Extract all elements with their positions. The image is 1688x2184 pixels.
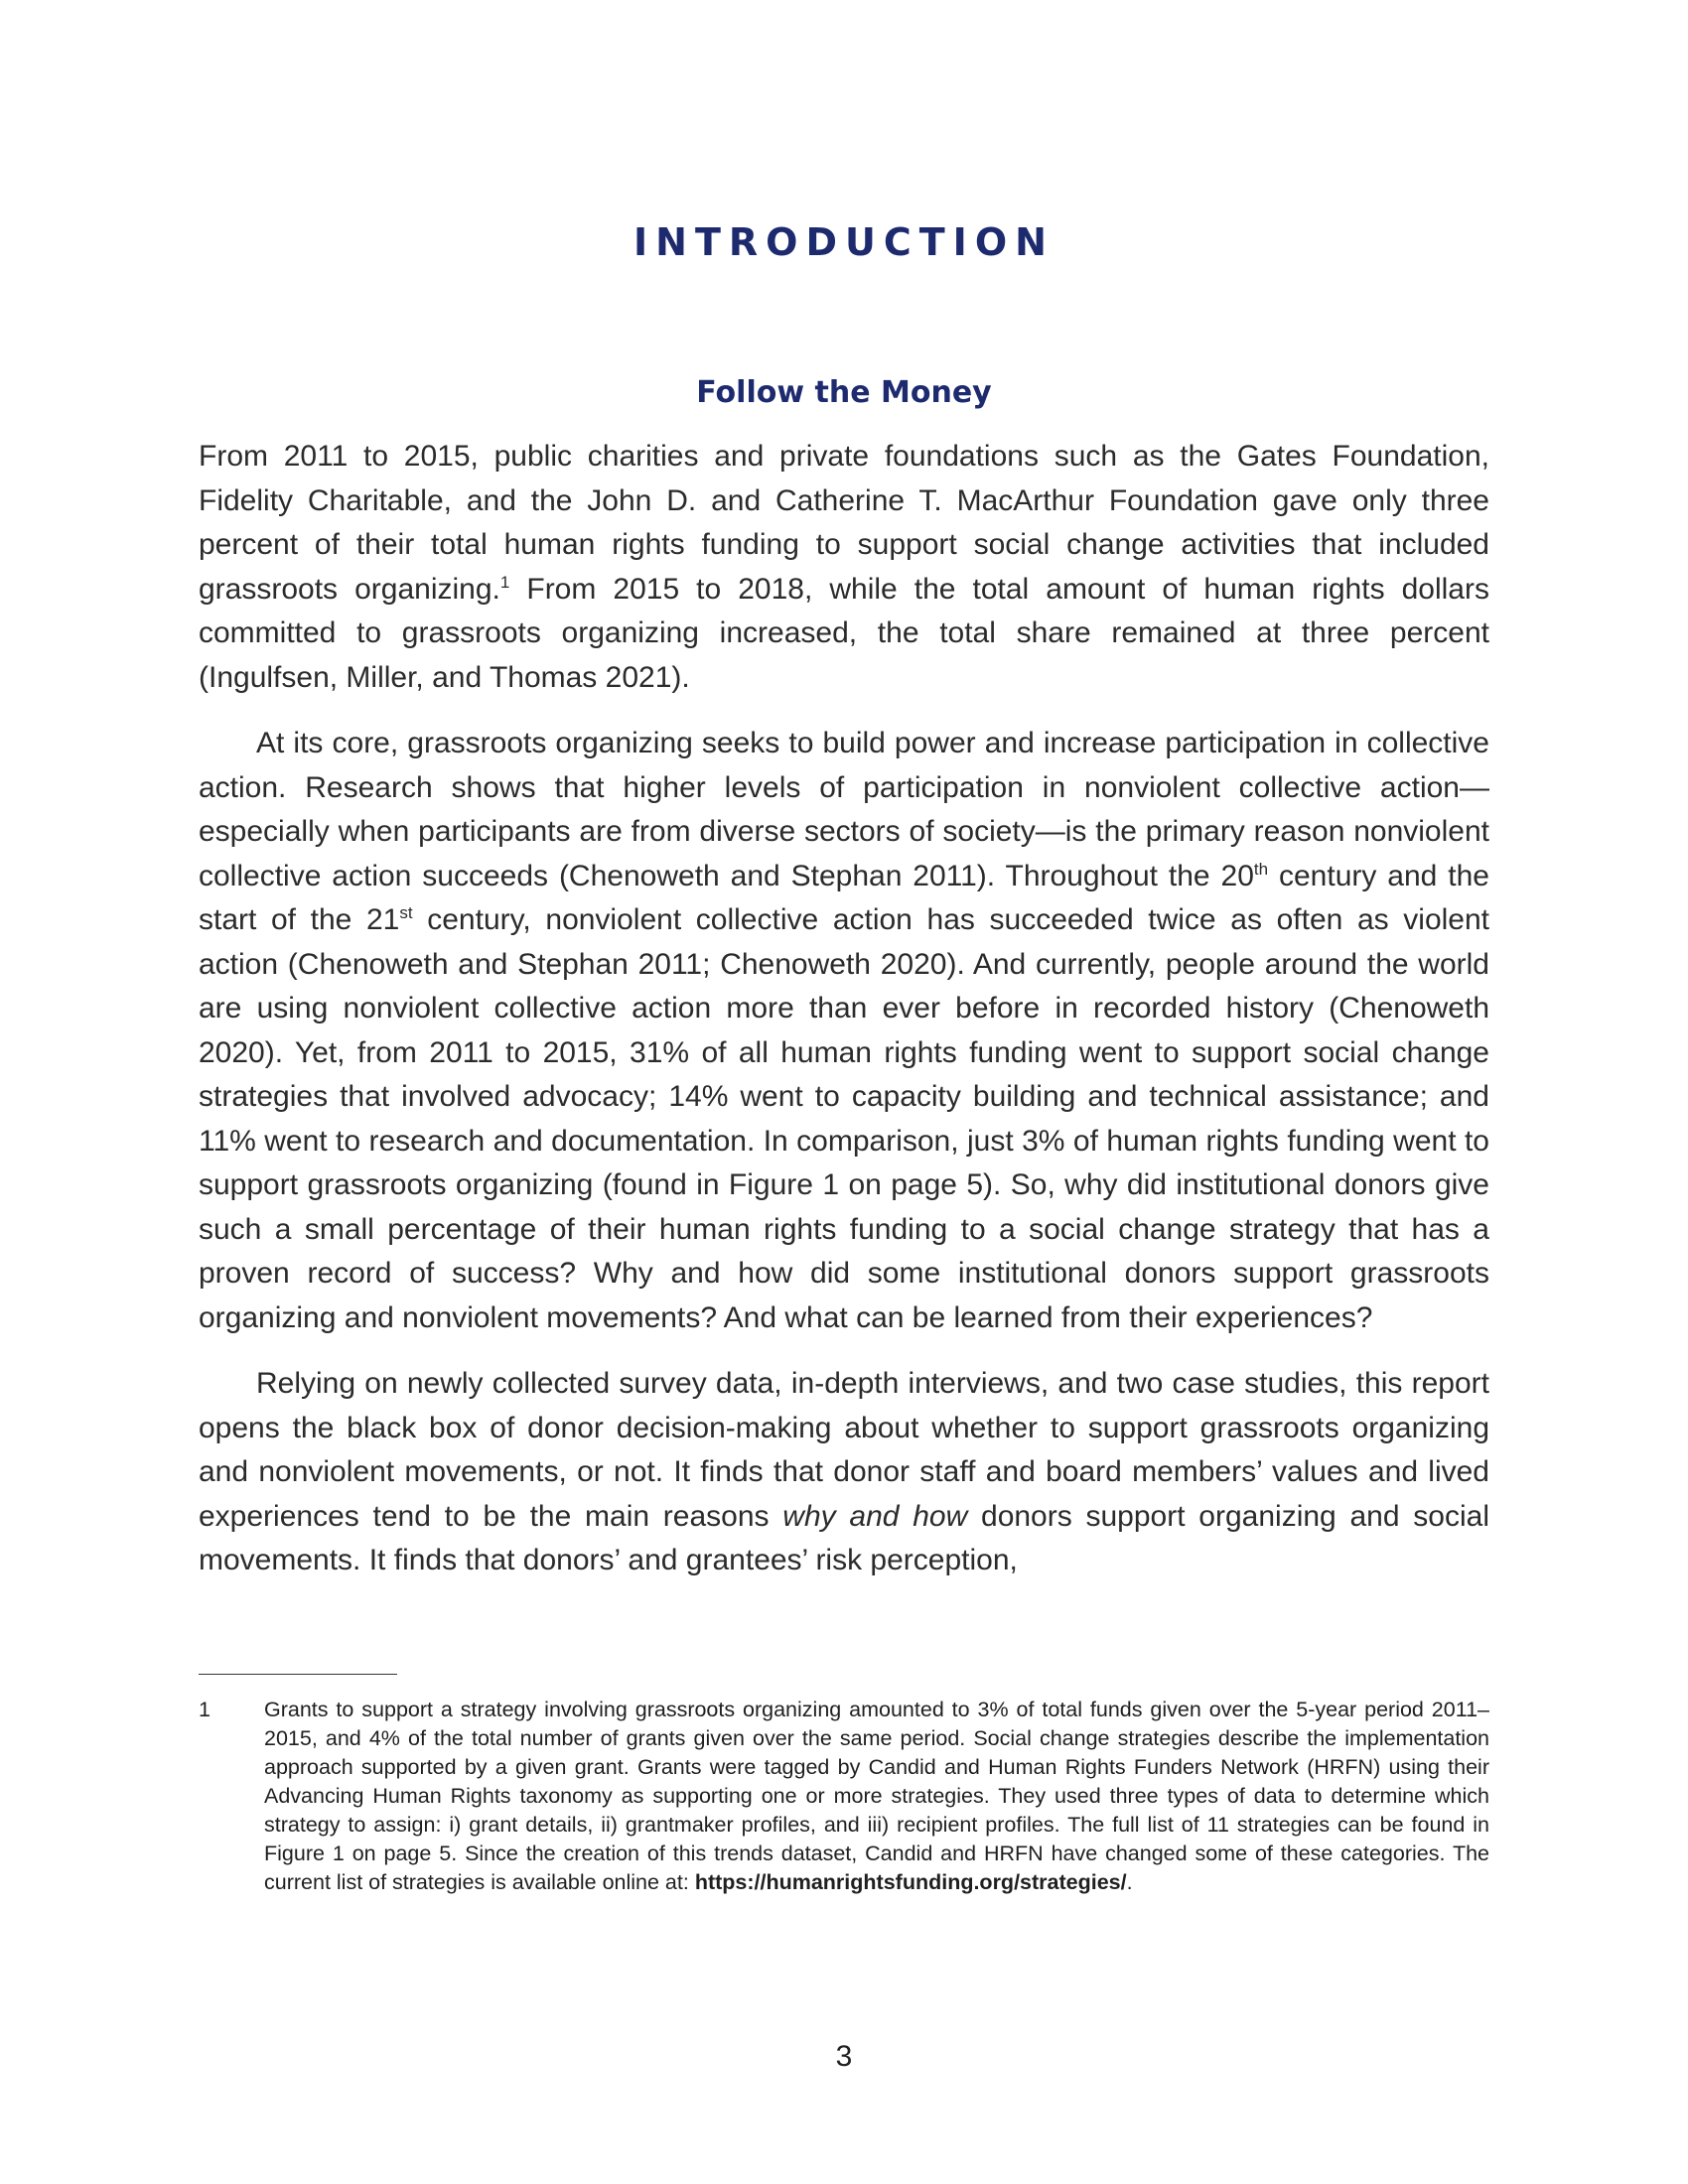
paragraph-3-text-a: Relying on newly collected survey data, in-depth interviews, and two case studies, this report opens the black box of donor decision-making about whether to support grassroots organizing and nonviolent movements, or not. It finds that donor staff and board members’ values and lived experiences tend to be the main reasons	[199, 1367, 1489, 1533]
body-text	[199, 435, 1489, 1605]
paragraph-2-text-c: century, nonviolent collective action has succeeded twice as often as violent action (Chenoweth and Stephan 2011; Chenoweth 2020). And currently, people around the world are using nonviolent collective action more than ever before in recorded history (Chenoweth 2020). Yet, from 2011 to 2015, 31% of all human rights funding went to support social change strategies that involved advocacy; 14% went to capacity building and technical assistance; and 11% went to research and documentation. In comparison, just 3% of human rights funding went to support grassroots organizing (found in Figure 1 on page 5). So, why did institutional donors give such a small percentage of their human rights funding to a social change strategy that has a proven record of success? Why and how did some institutional donors support grassroots organizing and nonviolent movements? And what can be learned from their experiences?	[199, 903, 1489, 1334]
paragraph-2-text-b: century and the start of the 21	[199, 859, 1489, 936]
document-page	[199, 0, 1489, 2184]
paragraph-3	[199, 1362, 1489, 1583]
paragraph-3-text-b: donors support organizing and social movements. It finds that donors’ and grantees’ risk perception,	[199, 1499, 1490, 1576]
footnote-body: Grants to support a strategy involving grassroots organizing amounted to 3% of total funds given over the 5-year period 2011–2015, and 4% of the total number of grants given over the same period. Social change strategies describe the implementation approach supported by a given grant. Grants were tagged by Candid and Human Rights Funders Network (HRFN) using their Advancing Human Rights taxonomy as supporting one or more strategies. They used three types of data to determine which strategy to assign: i) grant details, ii) grantmaker profiles, and iii) recipient profiles. The full list of 11 strategies can be found in Figure 1 on page 5. Since the creation of this trends dataset, Candid and HRFN have changed some of these categories. The current list of strategies is available online at:	[264, 1698, 1489, 1894]
footnote-end: .	[1126, 1870, 1133, 1894]
section-title: INTRODUCTION	[633, 220, 1055, 264]
paragraph-2-text-a: At its core, grassroots organizing seeks to build power and increase participation in collective action. Research shows that higher levels of participation in nonviolent collective action—especially when participants are from diverse sectors of society—is the primary reason nonviolent collective action succeeds (Chenoweth and Stephan 2011). Throughout the 20	[199, 727, 1489, 892]
footnote-divider	[199, 1674, 397, 1675]
subheading: Follow the Money	[696, 375, 992, 410]
footnote-link[interactable]: https://humanrightsfunding.org/strategies/	[694, 1870, 1127, 1894]
paragraph-1-text-a: From 2011 to 2015, public charities and private foundations such as the Gates Foundation, Fidelity Charitable, and the John D. and Catherine T. MacArthur Foundation gave only three percent of their total human rights funding to support social change activities that included grassroots organizing.	[199, 440, 1489, 606]
ordinal-superscript: st	[399, 903, 413, 922]
footnote-number: 1	[199, 1698, 211, 1721]
footnote-reference[interactable]: 1	[499, 572, 510, 592]
paragraph-1-text-b: From 2015 to 2018, while the total amount of human rights dollars committed to grassroots organizing increased, the total share remained at three percent (Ingulfsen, Miller, and Thomas 2021).	[199, 572, 1489, 694]
footnote	[199, 1696, 1489, 1897]
footnote-text	[264, 1696, 1489, 1897]
paragraph-3-emphasis: why and how	[782, 1499, 968, 1533]
paragraph-2	[199, 722, 1489, 1340]
page-number: 3	[835, 2040, 853, 2073]
paragraph-1	[199, 435, 1489, 700]
ordinal-superscript: th	[1253, 859, 1269, 879]
